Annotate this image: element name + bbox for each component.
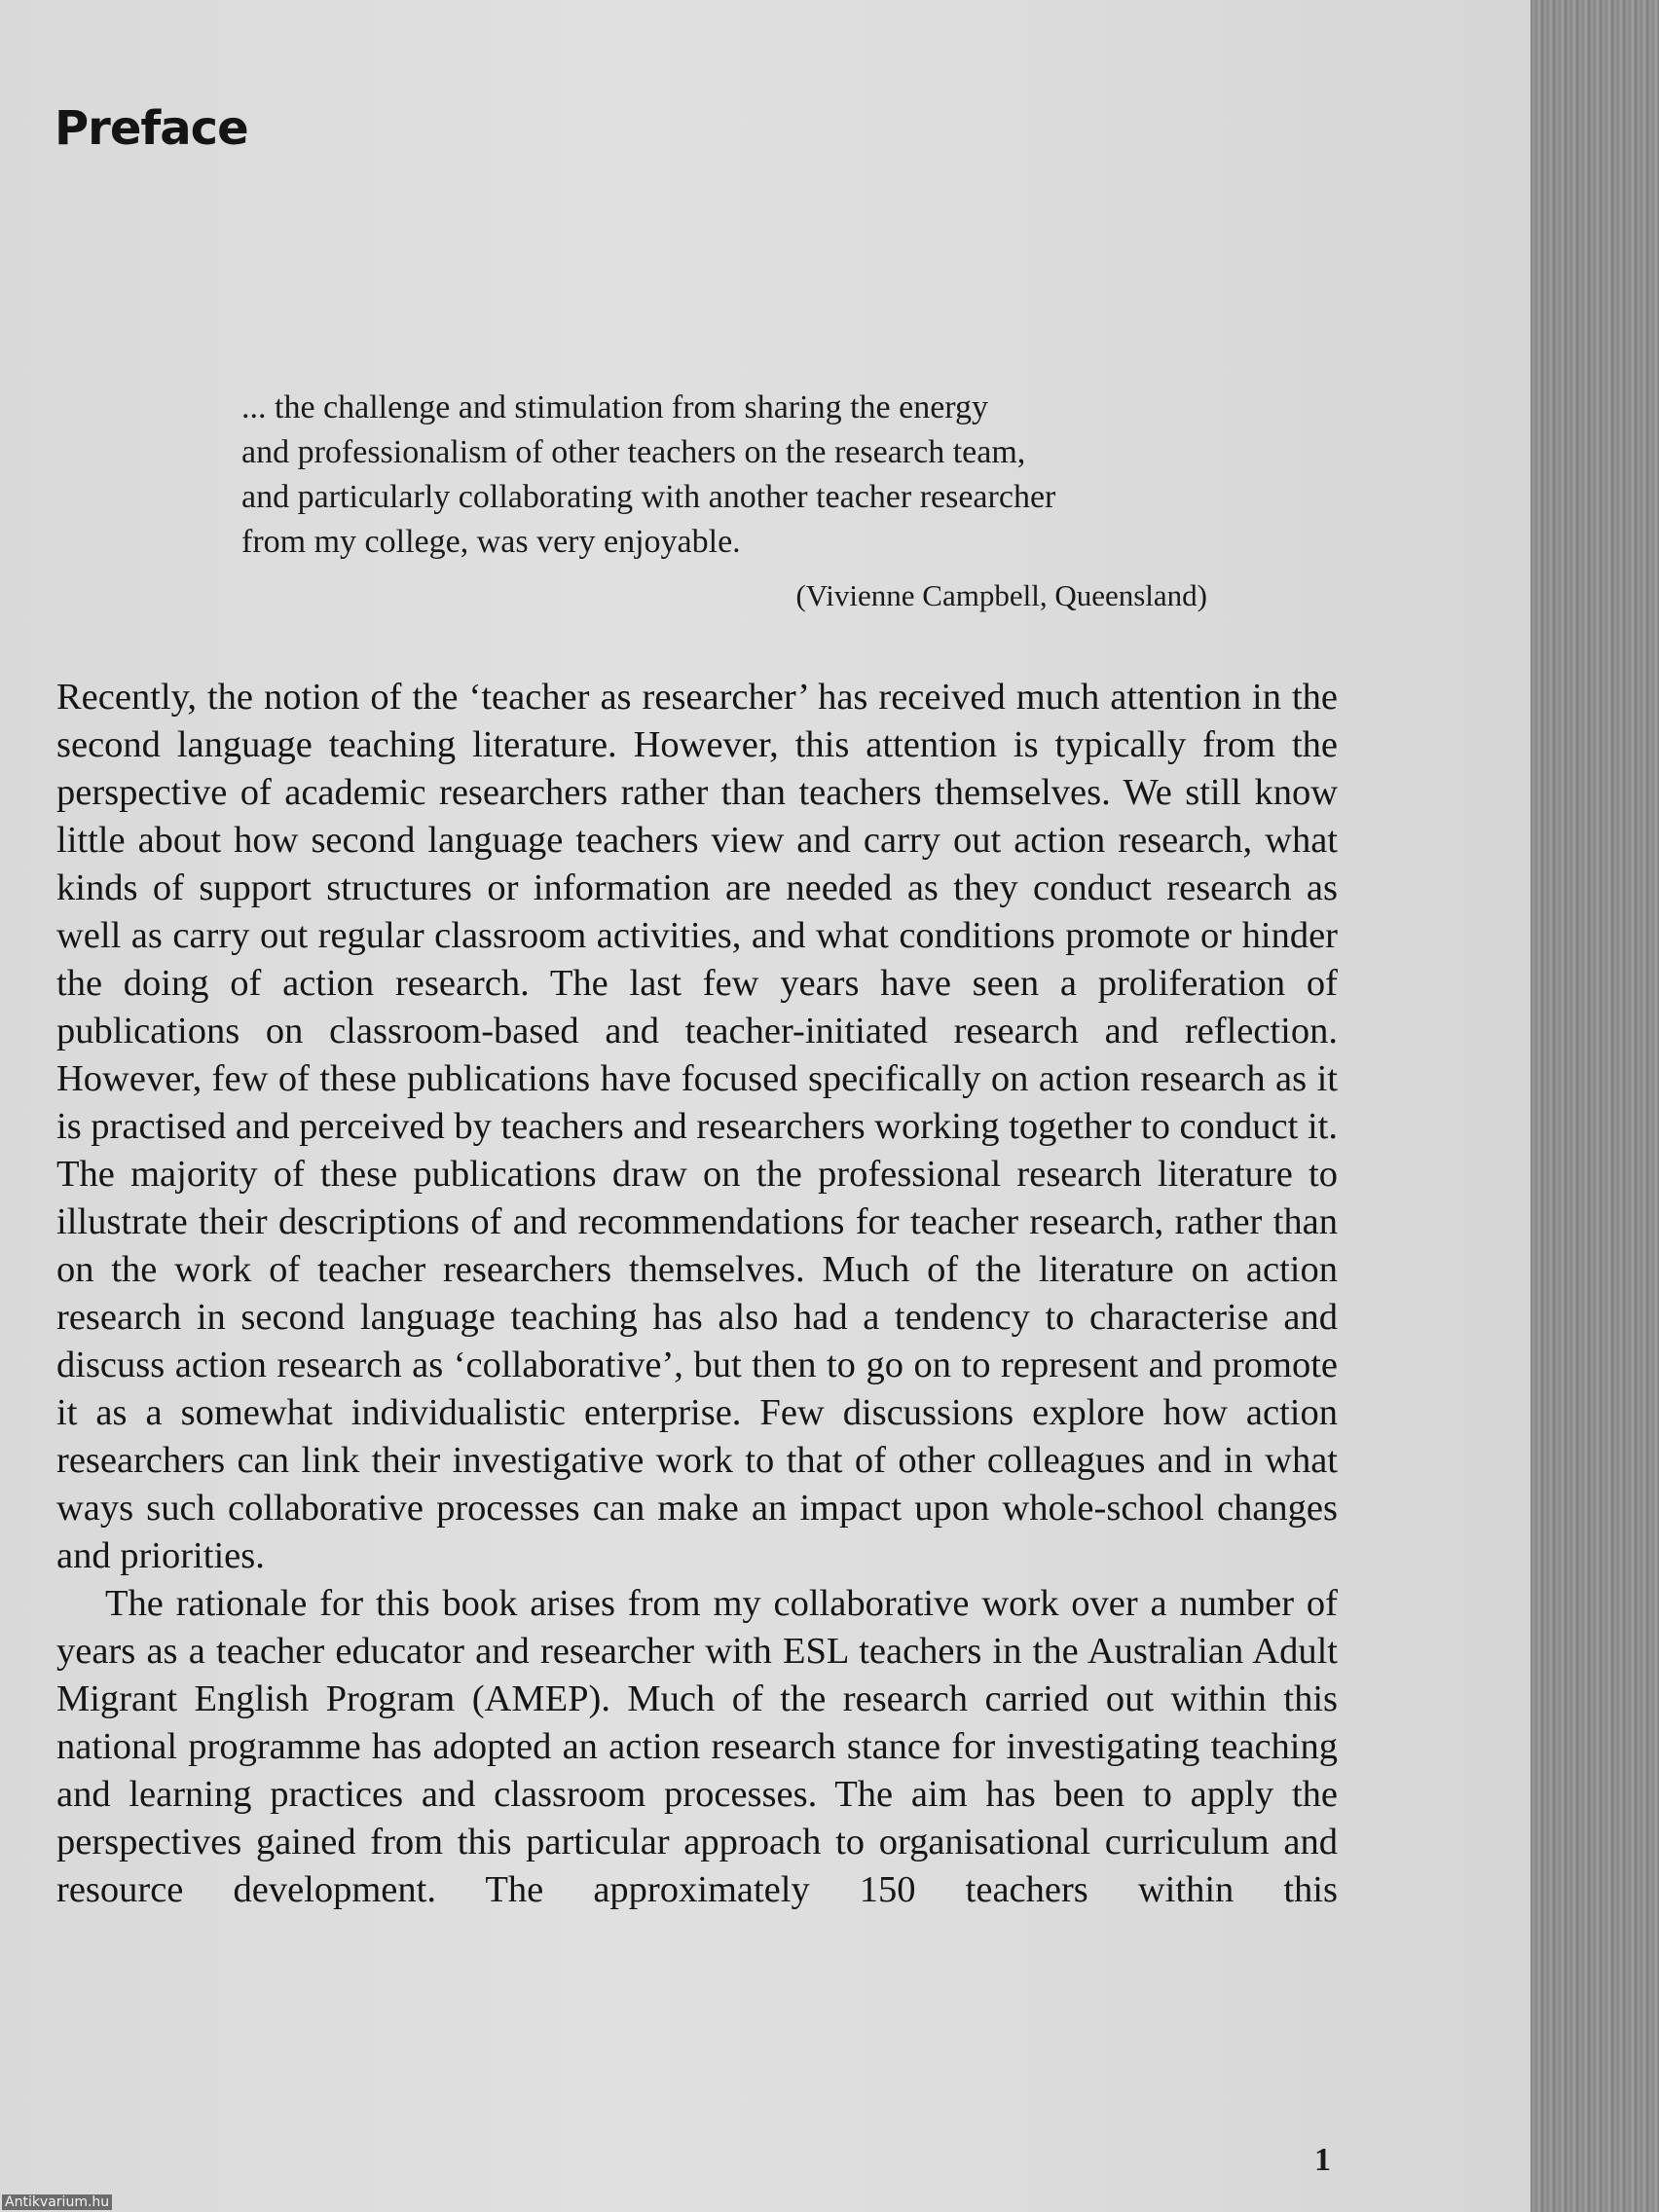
- epigraph-line: and professionalism of other teachers on the research team,: [241, 434, 1026, 470]
- page-edge-background: [1530, 0, 1659, 2212]
- body-paragraph: Recently, the notion of the ‘teacher as researcher’ has received much attention in the second language teaching literature. However, this attention is typically from the perspective of academic researchers rather than teachers themselves. We still know little about how second language teachers view and carry out action research, what kinds of support structures or information are needed as they conduct research as well as carry out regular classroom activities, and what conditions promote or hinder the doing of action research. The last few years have seen a proliferation of publications on classroom-based and teacher-initiated research and reflection. However, few of these publications have focused specifically on action research as it is practised and perceived by teachers and researchers working together to conduct it. The majority of these publications draw on the professional research literature to illustrate their descriptions of and recommendations for teacher research, rather than on the work of teacher researchers themselves. Much of the literature on action research in second language teaching has also had a tendency to characterise and discuss action research as ‘collaborative’, but then to go on to represent and promote it as a somewhat individualistic enterprise. Few discussions explore how action researchers can link their investigative work to that of other colleagues and in what ways such collaborative processes can make an impact upon whole-school changes and priorities.: [56, 677, 1338, 1576]
- body-paragraph: The rationale for this book arises from my collaborative work over a number of years as a teacher educator and researcher with ESL teachers in the Australian Adult Migrant English Program (AMEP). Much of the research carried out within this national programme has adopted an action research stance for investigating teaching and learning practices and classroom processes. The aim has been to apply the perspectives gained from this particular approach to organisational curriculum and resource development. The approximately 150 teachers within this: [56, 1583, 1338, 1910]
- epigraph-line: and particularly collaborating with another teacher researcher: [241, 479, 1056, 515]
- epigraph-line: from my college, was very enjoyable.: [241, 524, 741, 560]
- epigraph-attribution: (Vivienne Campbell, Queensland): [795, 578, 1207, 612]
- page-title: Preface: [55, 101, 248, 156]
- epigraph-quote: [241, 386, 1336, 565]
- page-number: 1: [1314, 2142, 1331, 2178]
- watermark: Antikvarium.hu: [2, 2194, 112, 2210]
- body-text: [56, 674, 1338, 1914]
- epigraph-line: ... the challenge and stimulation from sharing the energy: [241, 389, 988, 425]
